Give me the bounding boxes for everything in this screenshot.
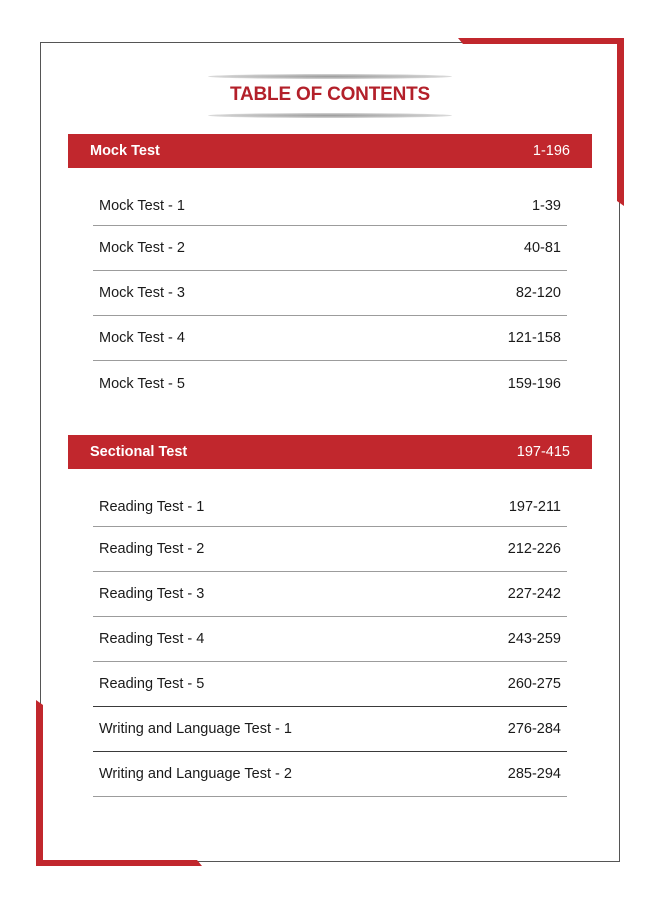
- sectional-test-list: [93, 487, 567, 797]
- entry-pages: 276-284: [507, 721, 561, 737]
- entry-pages: 121-158: [507, 330, 561, 346]
- toc-entry[interactable]: [93, 572, 567, 617]
- section-title: Sectional Test: [90, 444, 188, 460]
- toc-entry[interactable]: [93, 186, 567, 226]
- section-page-range: 1-196: [532, 143, 570, 159]
- corner-accent-top-right: [458, 38, 624, 44]
- entry-label: Mock Test - 5: [99, 375, 185, 392]
- entry-pages: 197-211: [508, 498, 561, 515]
- entry-pages: 227-242: [507, 586, 561, 602]
- title-block: [208, 74, 452, 118]
- toc-entry[interactable]: [93, 226, 567, 271]
- toc-entry[interactable]: [93, 752, 567, 797]
- entry-pages: 260-275: [507, 676, 561, 692]
- title-divider-top: [208, 74, 452, 79]
- entry-label: Mock Test - 4: [99, 330, 185, 346]
- entry-label: Reading Test - 3: [99, 586, 205, 602]
- entry-label: Mock Test - 1: [99, 197, 185, 214]
- entry-label: Mock Test - 2: [99, 240, 185, 256]
- entry-pages: 1-39: [531, 197, 561, 214]
- entry-label: Reading Test - 4: [99, 631, 205, 647]
- entry-pages: 285-294: [507, 766, 561, 782]
- entry-pages: 159-196: [507, 375, 561, 392]
- entry-label: Reading Test - 1: [99, 498, 205, 515]
- section-title: Mock Test: [90, 143, 160, 159]
- section-page-range: 197-415: [516, 444, 570, 460]
- toc-entry[interactable]: [93, 617, 567, 662]
- entry-label: Mock Test - 3: [99, 285, 185, 301]
- toc-entry[interactable]: [93, 271, 567, 316]
- entry-pages: 40-81: [523, 240, 561, 256]
- entry-pages: 212-226: [507, 541, 561, 557]
- toc-entry[interactable]: [93, 707, 567, 752]
- title-divider-bottom: [208, 113, 452, 118]
- toc-entry[interactable]: [93, 527, 567, 572]
- toc-entry[interactable]: [93, 316, 567, 361]
- corner-accent-left: [36, 700, 43, 866]
- entry-label: Writing and Language Test - 1: [99, 721, 292, 737]
- section-header-mock-test: [68, 134, 592, 168]
- entry-label: Reading Test - 5: [99, 676, 205, 692]
- toc-entry[interactable]: [93, 487, 567, 527]
- toc-entry[interactable]: [93, 662, 567, 707]
- entry-label: Reading Test - 2: [99, 541, 205, 557]
- section-header-sectional-test: [68, 435, 592, 469]
- page-title: TABLE OF CONTENTS: [230, 84, 430, 105]
- entry-label: Writing and Language Test - 2: [99, 766, 292, 782]
- toc-entry[interactable]: [93, 361, 567, 406]
- corner-accent-bottom-left: [36, 860, 202, 866]
- entry-pages: 82-120: [515, 285, 561, 301]
- entry-pages: 243-259: [507, 631, 561, 647]
- corner-accent-right: [617, 38, 624, 206]
- mock-test-list: [93, 186, 567, 406]
